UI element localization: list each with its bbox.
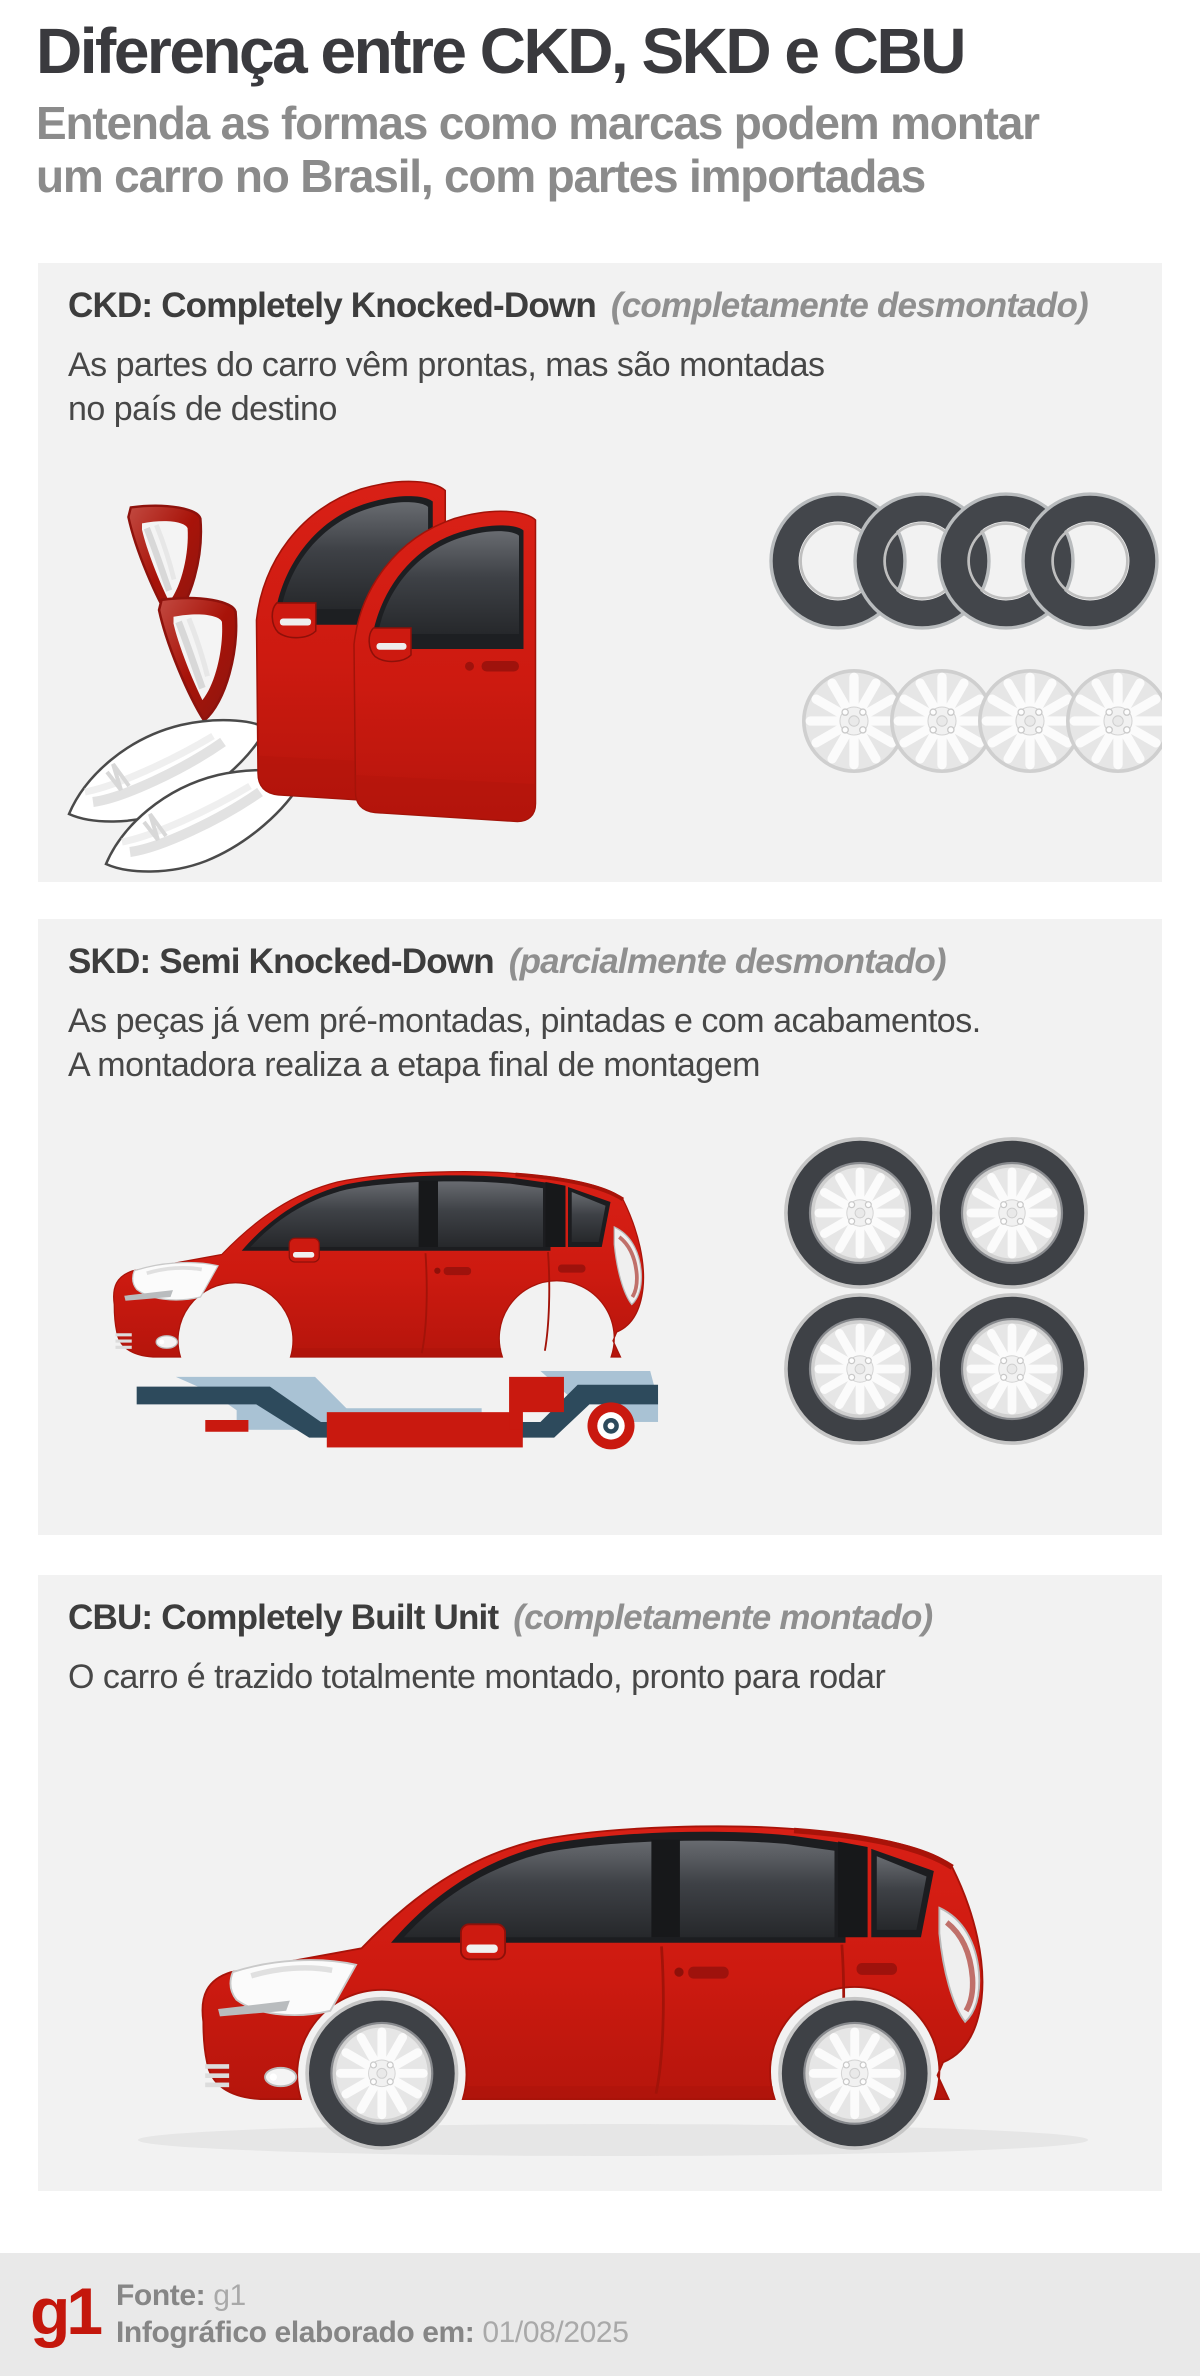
ckd-description-line: no país de destino <box>68 390 337 428</box>
skd-description-line: A montadora realiza a etapa final de montagem <box>68 1046 760 1084</box>
section-cbu <box>38 1575 1162 2191</box>
cbu-description <box>68 1655 885 1699</box>
cbu-heading-note: (completamente montado) <box>513 1598 933 1637</box>
subtitle-line: Entenda as formas como marcas podem montar <box>36 97 1039 150</box>
infographic-header <box>36 15 1166 203</box>
date-label: Infográfico elaborado em: <box>116 2316 475 2349</box>
g1-logo: g1 <box>30 2274 100 2348</box>
skd-heading <box>68 942 946 982</box>
subtitle-line: um carro no Brasil, com partes importadas <box>36 150 925 203</box>
skd-description-line: As peças já vem pré-montadas, pintadas e com acabamentos. <box>68 1002 981 1040</box>
footer-credits <box>116 2277 628 2351</box>
cbu-heading <box>68 1598 932 1638</box>
footer-bar <box>0 2253 1200 2376</box>
date-value: 01/08/2025 <box>482 2316 629 2349</box>
page-title: Diferença entre CKD, SKD e CBU <box>36 15 964 87</box>
ckd-description <box>68 343 824 431</box>
cbu-heading-main: CBU: Completely Built Unit <box>68 1598 499 1637</box>
source-label: Fonte: <box>116 2279 206 2312</box>
source-line <box>116 2277 628 2314</box>
skd-heading-note: (parcialmente desmontado) <box>508 942 946 981</box>
skd-description <box>68 999 981 1087</box>
source-value: g1 <box>213 2279 246 2312</box>
date-line <box>116 2314 628 2351</box>
section-skd <box>38 919 1162 1535</box>
ckd-heading <box>68 286 1088 326</box>
ckd-description-line: As partes do carro vêm prontas, mas são montadas <box>68 346 825 384</box>
ckd-heading-note: (completamente desmontado) <box>610 286 1088 325</box>
page-subtitle <box>36 97 1166 203</box>
ckd-heading-main: CKD: Completely Knocked-Down <box>68 286 596 325</box>
skd-heading-main: SKD: Semi Knocked-Down <box>68 942 494 981</box>
section-ckd <box>38 263 1162 882</box>
cbu-description-line: O carro é trazido totalmente montado, pronto para rodar <box>68 1658 886 1696</box>
